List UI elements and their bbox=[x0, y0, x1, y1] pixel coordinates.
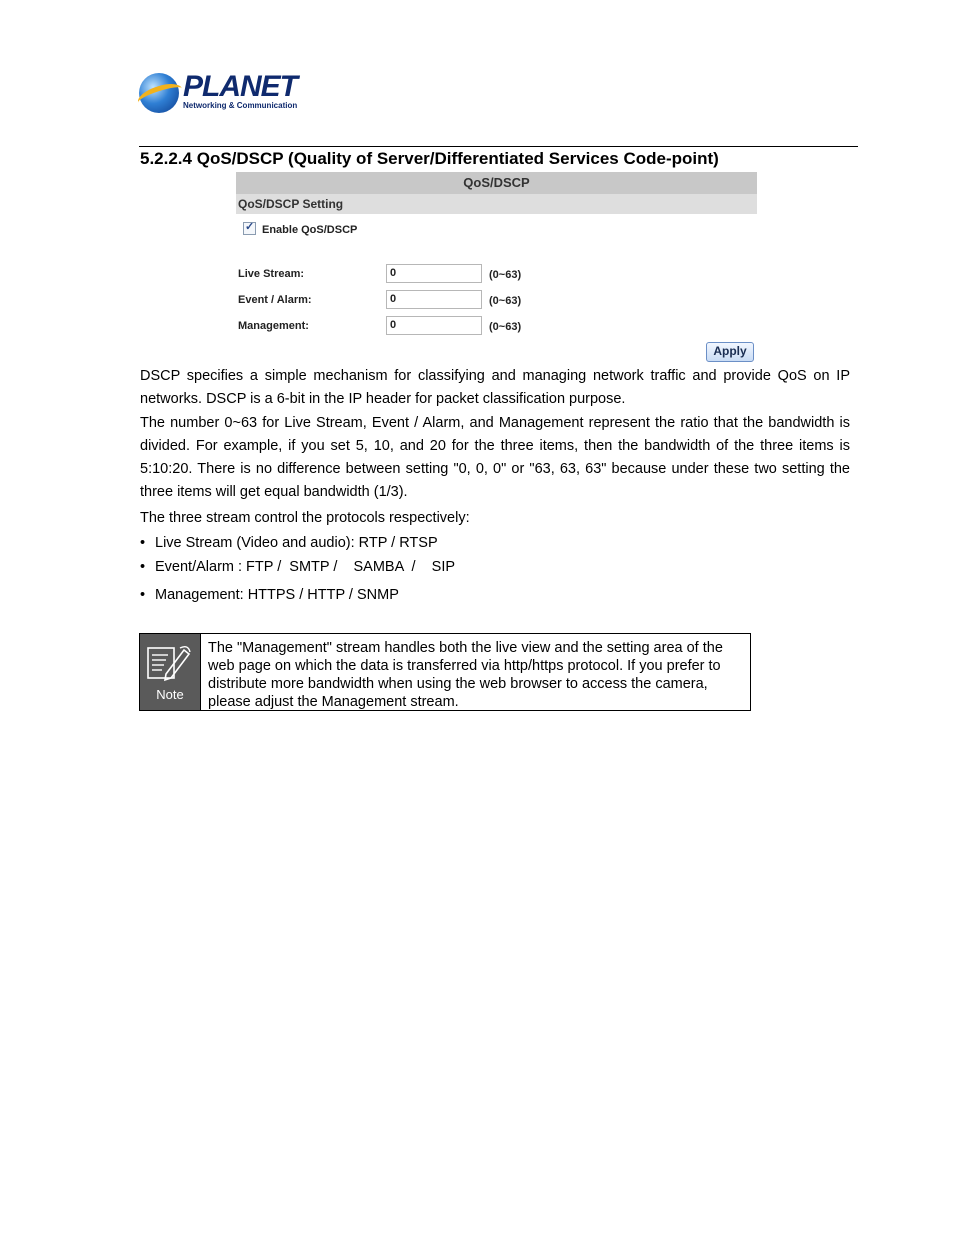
list-item bbox=[140, 535, 438, 551]
qos-settings-panel bbox=[236, 172, 757, 358]
bullet-icon: • bbox=[140, 559, 146, 575]
note-pencil-icon bbox=[140, 634, 201, 710]
event-alarm-input[interactable]: 0 bbox=[386, 290, 482, 309]
live-stream-label: Live Stream: bbox=[238, 268, 305, 280]
section-heading bbox=[140, 149, 719, 169]
note-box bbox=[139, 633, 751, 711]
header-rule bbox=[139, 146, 858, 147]
bullet-icon: • bbox=[140, 587, 146, 603]
event-alarm-range: (0~63) bbox=[489, 295, 522, 307]
enable-qos-checkbox[interactable] bbox=[243, 222, 256, 235]
note-label: Note bbox=[156, 687, 184, 702]
management-label: Management: bbox=[238, 320, 309, 332]
planet-logo bbox=[139, 70, 299, 116]
live-stream-range: (0~63) bbox=[489, 269, 522, 281]
bullet-icon: • bbox=[140, 535, 146, 551]
list-item-text: Management: HTTPS / HTTP / SNMP bbox=[155, 587, 399, 603]
section-title: QoS/DSCP (Quality of Server/Differentiated Services Code-point) bbox=[196, 149, 719, 168]
list-item bbox=[140, 559, 455, 575]
live-stream-input[interactable]: 0 bbox=[386, 264, 482, 283]
list-item-text: Event/Alarm : FTP / SMTP / SAMBA / SIP bbox=[155, 559, 456, 575]
paragraph-protocols-intro: The three stream control the protocols respectively: bbox=[140, 510, 470, 526]
event-alarm-label: Event / Alarm: bbox=[238, 294, 312, 306]
management-input[interactable]: 0 bbox=[386, 316, 482, 335]
enable-qos-label: Enable QoS/DSCP bbox=[262, 224, 358, 236]
management-range: (0~63) bbox=[489, 321, 522, 333]
panel-section-title: QoS/DSCP Setting bbox=[236, 194, 757, 214]
brand-tagline: Networking & Communication bbox=[183, 101, 298, 110]
apply-button[interactable]: Apply bbox=[706, 342, 754, 362]
paragraph-bandwidth-ratio: The number 0~63 for Live Stream, Event / Alarm, and Management represent the ratio that the bandwidth is divided. For example, if you set 5, 10, and 20 for the three items, then the bandwidth of the three items is 5:10:20. There is no difference between setting "0, 0, 0" or "63, 63, 63" because under these two setting the three items will get equal bandwidth (1/3). bbox=[140, 415, 850, 500]
panel-title: QoS/DSCP bbox=[236, 172, 757, 194]
list-item-text: Live Stream (Video and audio): RTP / RTSP bbox=[155, 535, 438, 551]
enable-qos-row bbox=[243, 222, 357, 236]
section-number: 5.2.2.4 bbox=[140, 149, 192, 168]
paragraph-dscp-intro: DSCP specifies a simple mechanism for classifying and managing network traffic and provide QoS on IP networks. DSCP is a 6-bit in the IP header for packet classification purpose. bbox=[140, 368, 850, 407]
brand-name: PLANET bbox=[183, 70, 297, 103]
note-text: The "Management" stream handles both the live view and the setting area of the web page on which the data is transferred via http/https protocol. If you prefer to distribute more bandwidth when using the web browser to access the camera, please adjust the Management stream. bbox=[208, 640, 723, 710]
list-item bbox=[140, 587, 399, 603]
